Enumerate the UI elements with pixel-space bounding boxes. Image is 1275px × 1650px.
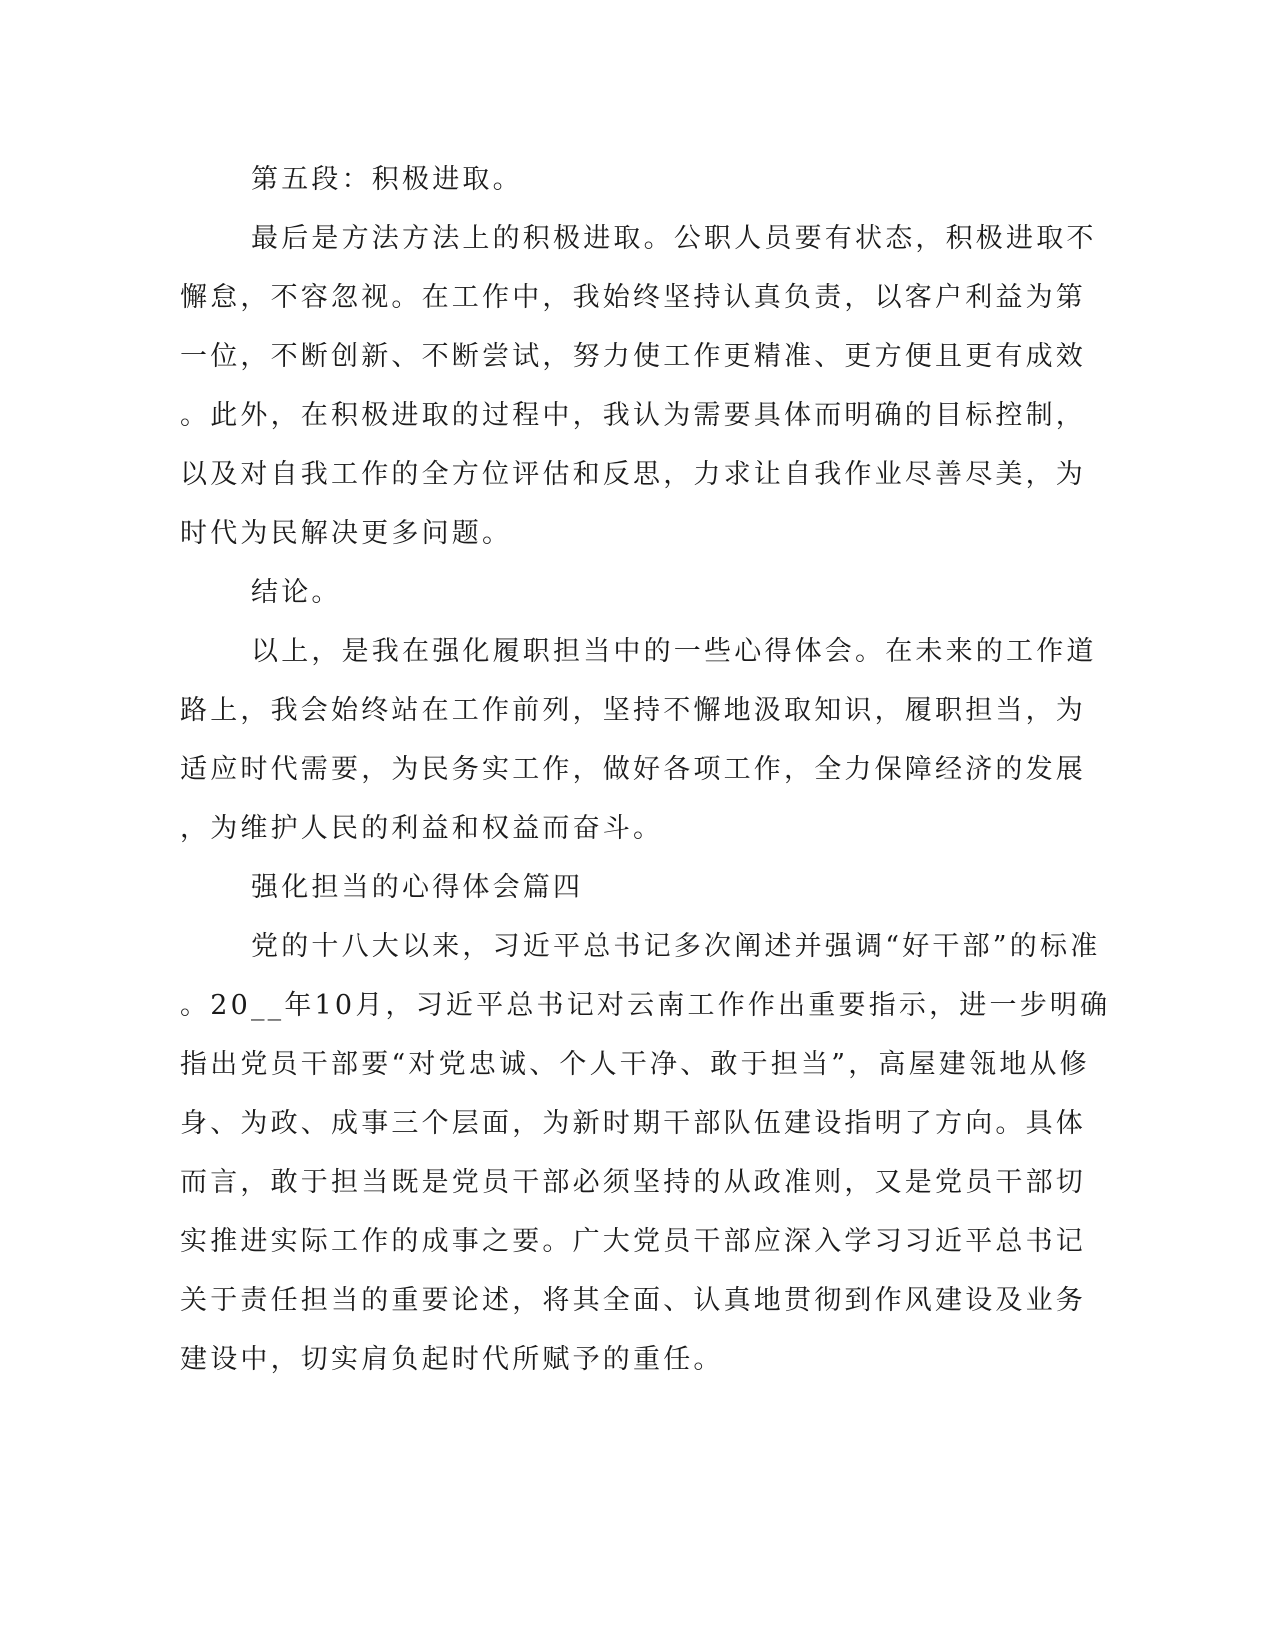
paragraph-line: 。20__年10月，习近平总书记对云南工作作出重要指示，进一步明确 bbox=[180, 990, 1111, 1021]
paragraph-line: 指出党员干部要“对党忠诚、个人干净、敢于担当”，高屋建瓴地从修 bbox=[180, 1049, 1090, 1080]
paragraph-line: 适应时代需要，为民务实工作，做好各项工作，全力保障经济的发展 bbox=[180, 754, 1086, 785]
paragraph-line: 最后是方法方法上的积极进取。公职人员要有状态，积极进取不 bbox=[251, 223, 1097, 254]
paragraph-line: 党的十八大以来，习近平总书记多次阐述并强调“好干部”的标准 bbox=[251, 931, 1101, 962]
paragraph-line: 时代为民解决更多问题。 bbox=[180, 518, 513, 549]
paragraph-line: 身、为政、成事三个层面，为新时期干部队伍建设指明了方向。具体 bbox=[180, 1108, 1086, 1139]
paragraph-line: 以及对自我工作的全方位评估和反思，力求让自我作业尽善尽美，为 bbox=[180, 459, 1086, 490]
section-title: 强化担当的心得体会篇四 bbox=[251, 872, 584, 903]
paragraph-line: 实推进实际工作的成事之要。广大党员干部应深入学习习近平总书记 bbox=[180, 1226, 1086, 1257]
paragraph-line: 而言，敢于担当既是党员干部必须坚持的从政准则，又是党员干部切 bbox=[180, 1167, 1086, 1198]
paragraph-line: 建设中，切实肩负起时代所赋予的重任。 bbox=[180, 1344, 724, 1375]
section-heading: 第五段：积极进取。 bbox=[251, 164, 523, 195]
paragraph-line: 关于责任担当的重要论述，将其全面、认真地贯彻到作风建设及业务 bbox=[180, 1285, 1086, 1316]
paragraph-line: 。此外，在积极进取的过程中，我认为需要具体而明确的目标控制， bbox=[180, 400, 1086, 431]
paragraph-line: 以上，是我在强化履职担当中的一些心得体会。在未来的工作道 bbox=[251, 636, 1097, 667]
paragraph-line: ，为维护人民的利益和权益而奋斗。 bbox=[180, 813, 664, 844]
paragraph-line: 懈怠，不容忽视。在工作中，我始终坚持认真负责，以客户利益为第 bbox=[180, 282, 1086, 313]
paragraph-line: 路上，我会始终站在工作前列，坚持不懈地汲取知识，履职担当，为 bbox=[180, 695, 1086, 726]
paragraph-line: 一位，不断创新、不断尝试，努力使工作更精准、更方便且更有成效 bbox=[180, 341, 1086, 372]
section-heading: 结论。 bbox=[251, 577, 342, 608]
